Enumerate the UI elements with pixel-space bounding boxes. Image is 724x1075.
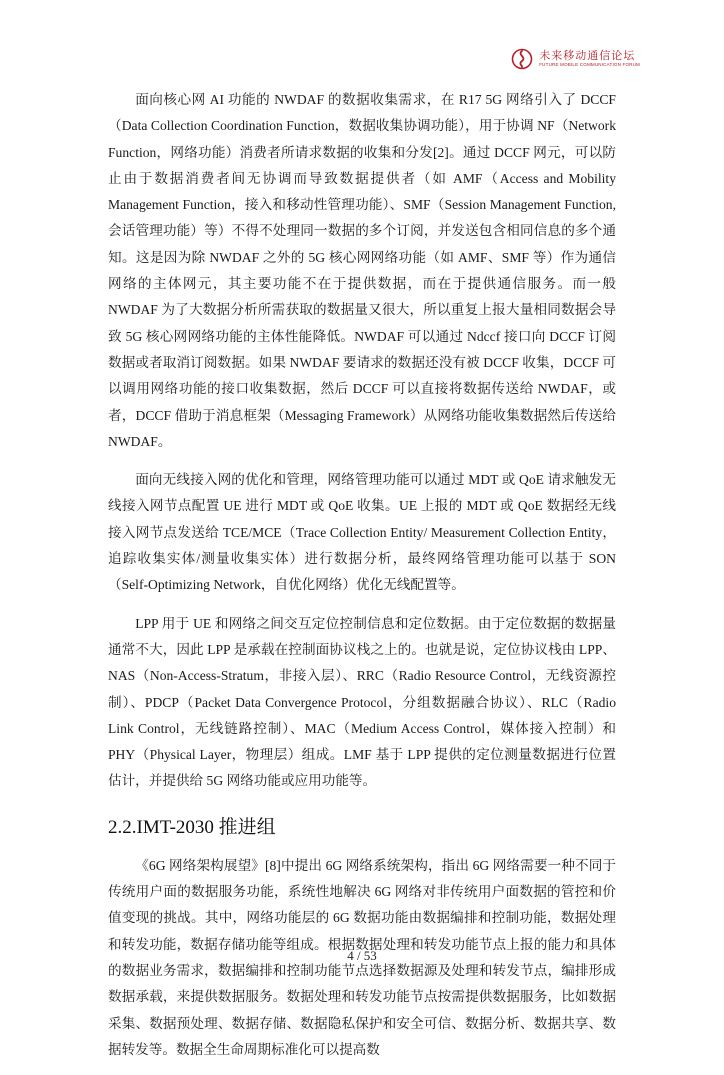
section-heading: 2.2.IMT-2030 推进组 xyxy=(108,816,276,838)
logo-title-cn: 未来移动通信论坛 xyxy=(539,49,636,63)
paragraph: 面向核心网 AI 功能的 NWDAF 的数据收集需求，在 R17 5G 网络引入了 DCCF（Data Collection Coordination Function，数据收集协调功能），用于协调 NF（Network Function，网络功能）消费者所请求数据的收集和分发[2]。通过 DCCF 网元，可以防止由于数据消费者间无协调而导致数据提供者（如 AMF（Access and Mobility Management Function，接入和移动性管理功能）、SMF（Session Management Function, 会话管理功能）等）不得不处理同一数据的多个订阅，并发送包含相同信息的多个通知。这是因为除 NWDAF 之外的 5G 核心网网络功能（如 AMF、SMF 等）作为通信网络的主体网元，其主要功能不在于提供数据，而在于提供通信服务。而一般 NWDAF 为了大数据分析所需获取的数据量又很大，所以重复上报大量相同数据会导致 5G 核心网网络功能的主体性能降低。NWDAF 可以通过 Ndccf 接口向 DCCF 订阅数据或者取消订阅数据。如果 NWDAF 要请求的数据还没有被 DCCF 收集，DCCF 可以调用网络功能的接口收集数据，然后 DCCF 可以直接将数据传送给 NWDAF，或者，DCCF 借助于消息框架（Messaging Framework）从网络功能收集数据然后传送给 NWDAF。 xyxy=(108,92,616,449)
paragraph: 面向无线接入网的优化和管理，网络管理功能可以通过 MDT 或 QoE 请求触发无线接入网节点配置 UE 进行 MDT 或 QoE 收集。UE 上报的 MDT 或 QoE 数据经无线接入网节点发送给 TCE/MCE（Trace Collection Entity/ Measurement Collection Entity，追踪收集实体/测量收集实体）进行数据分析，最终网络管理功能可以基于 SON（Self-Optimizing Network，自优化网络）优化无线配置等。 xyxy=(108,472,616,593)
page-number: 4 / 53 xyxy=(347,948,377,963)
paragraph: LPP 用于 UE 和网络之间交互定位控制信息和定位数据。由于定位数据的数据量通常不大，因此 LPP 是承载在控制面协议栈之上的。也就是说，定位协议栈由 LPP、NAS（Non-Access-Stratum，非接入层）、RRC（Radio Resource Control，无线资源控制）、PDCP（Packet Data Convergence Protocol，分组数据融合协议）、RLC（Radio Link Control，无线链路控制）、MAC（Medium Access Control，媒体接入控制）和 PHY（Physical Layer，物理层）组成。LMF 基于 LPP 提供的定位测量数据进行位置估计，并提供给 5G 网络功能或应用功能等。 xyxy=(108,615,616,789)
logo-title-en: FUTURE MOBILE COMMUNICATION FORUM xyxy=(539,62,640,68)
logo-text xyxy=(539,50,640,68)
forum-logo-icon xyxy=(511,48,533,70)
document-body xyxy=(108,87,616,1075)
page-header xyxy=(511,44,640,74)
paragraph: 《6G 网络架构展望》[8]中提出 6G 网络系统架构，指出 6G 网络需要一种不同于传统用户面的数据服务功能，系统性地解决 6G 网络对非传统用户面数据的管控和价值变现的挑战。其中，网络功能层的 6G 数据功能由数据编排和控制功能，数据处理和转发功能，数据存储功能等组成。根据数据处理和转发功能节点上报的能力和具体的数据业务需求，数据编排和控制功能节点选择数据源及处理和转发节点，编排形成数据承载，来提供数据服务。数据处理和转发功能节点按需提供数据服务，比如数据采集、数据预处理、数据存储、数据隐私保护和安全可信、数据分析、数据共享、数据转发等。数据全生命周期标准化可以提高数 xyxy=(108,857,616,1057)
